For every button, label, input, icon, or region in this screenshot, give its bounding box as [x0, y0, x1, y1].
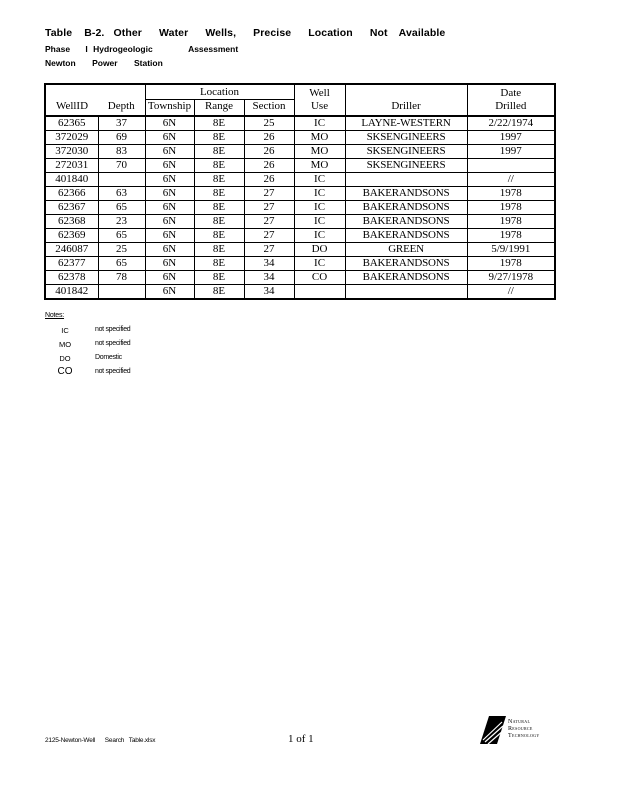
cell-township: 6N [145, 243, 194, 257]
cell-range: 8E [194, 285, 244, 300]
filename-word: Table.xlsx [128, 737, 156, 744]
table-row [45, 159, 555, 173]
cell-range: 8E [194, 116, 244, 131]
cell-use: IC [294, 257, 345, 271]
cell-range: 8E [194, 243, 244, 257]
cell-township: 6N [145, 257, 194, 271]
cell-wellid: 272031 [55, 159, 89, 172]
column-header-range: Range [194, 100, 244, 117]
subtitle-site [45, 58, 163, 68]
cell-driller: BAKERANDSONS [345, 187, 467, 201]
cell-range: 8E [194, 229, 244, 243]
cell-township: 6N [145, 215, 194, 229]
cell-depth: 65 [98, 257, 145, 271]
cell-range: 8E [194, 187, 244, 201]
subtitle-word: Newton [45, 58, 76, 68]
cell-range: 8E [194, 201, 244, 215]
table-body [45, 116, 555, 299]
note-code: MO [58, 340, 72, 349]
company-logo-text [508, 719, 540, 741]
table-row [45, 257, 555, 271]
cell-wellid: 372029 [55, 131, 89, 144]
cell-driller: SKSENGINEERS [345, 159, 467, 173]
header-row-group [45, 84, 555, 100]
logo-line: Resource [508, 726, 533, 733]
cell-date: 1978 [467, 201, 555, 215]
cell-section: 27 [244, 187, 294, 201]
cell-use: IC [294, 173, 345, 187]
cell-township: 6N [145, 116, 194, 131]
cell-date: 5/9/1991 [467, 243, 555, 257]
logo-line: Natural [508, 719, 531, 725]
cell-section: 27 [244, 243, 294, 257]
cell-section: 26 [244, 173, 294, 187]
cell-date: 2/22/1974 [467, 116, 555, 131]
cell-section: 27 [244, 229, 294, 243]
column-header-use: Use [294, 100, 345, 117]
title-word: Precise [253, 27, 292, 39]
cell-date: 1978 [467, 257, 555, 271]
wells-table [44, 83, 556, 300]
cell-township: 6N [145, 229, 194, 243]
cell-date: 1978 [467, 187, 555, 201]
cell-driller: BAKERANDSONS [345, 215, 467, 229]
cell-date: 1997 [467, 131, 555, 145]
cell-section: 26 [244, 159, 294, 173]
cell-driller: BAKERANDSONS [345, 229, 467, 243]
cell-date: // [467, 285, 555, 300]
cell-use: CO [294, 271, 345, 285]
subtitle-word: Station [133, 58, 163, 68]
note-code: CO [57, 366, 73, 377]
cell-township: 6N [145, 173, 194, 187]
cell-township: 6N [145, 285, 194, 300]
cell-use: IC [294, 201, 345, 215]
cell-section: 26 [244, 145, 294, 159]
note-code: IC [61, 326, 69, 335]
cell-depth: 65 [98, 201, 145, 215]
table-row [45, 201, 555, 215]
title-word: Other [113, 27, 142, 39]
filename-word: 2125-Newton-Well [45, 737, 96, 744]
subtitle-word: Hydrogeologic [93, 44, 153, 54]
cell-depth: 65 [98, 229, 145, 243]
cell-use: MO [294, 159, 345, 173]
table-header [45, 84, 555, 116]
cell-depth: 63 [98, 187, 145, 201]
cell-section: 27 [244, 215, 294, 229]
column-header-driller: Driller [345, 100, 467, 117]
cell-use: IC [294, 116, 345, 131]
cell-township: 6N [145, 187, 194, 201]
cell-driller: BAKERANDSONS [345, 271, 467, 285]
cell-driller [345, 173, 467, 187]
subtitle-word: Power [92, 58, 118, 68]
cell-date: 1978 [467, 229, 555, 243]
note-description: not specified [95, 326, 131, 333]
note-description: not specified [95, 340, 131, 347]
cell-depth: 70 [98, 159, 145, 173]
table-row [45, 285, 555, 300]
title-word: Water [159, 27, 189, 39]
cell-range: 8E [194, 159, 244, 173]
cell-driller: SKSENGINEERS [345, 131, 467, 145]
column-header-drilled: Drilled [467, 100, 555, 117]
cell-section: 25 [244, 116, 294, 131]
blank-header [45, 84, 98, 100]
cell-wellid: 401840 [55, 173, 89, 186]
table-row [45, 116, 555, 131]
column-header-wellid: WellID [45, 100, 98, 117]
cell-wellid: 62378 [58, 271, 86, 284]
cell-wellid: 372030 [55, 145, 89, 158]
cell-wellid: 62377 [58, 257, 86, 270]
cell-section: 26 [244, 131, 294, 145]
note-description: not specified [95, 368, 131, 375]
cell-wellid: 401842 [55, 285, 89, 298]
table-row [45, 243, 555, 257]
cell-section: 34 [244, 285, 294, 300]
cell-wellid: 62367 [58, 201, 86, 214]
cell-wellid: 246087 [55, 243, 89, 256]
cell-range: 8E [194, 131, 244, 145]
cell-use: MO [294, 145, 345, 159]
column-header-section: Section [244, 100, 294, 117]
cell-wellid: 62366 [58, 187, 86, 200]
cell-depth: 23 [98, 215, 145, 229]
cell-depth: 25 [98, 243, 145, 257]
table-row [45, 187, 555, 201]
cell-range: 8E [194, 257, 244, 271]
table-row [45, 215, 555, 229]
cell-township: 6N [145, 201, 194, 215]
note-code: DO [59, 354, 71, 363]
table-row [45, 229, 555, 243]
location-group-header: Location [145, 84, 294, 100]
cell-range: 8E [194, 145, 244, 159]
title-word: Available [398, 27, 446, 39]
cell-depth [98, 173, 145, 187]
blank-header [345, 84, 467, 100]
cell-use: IC [294, 215, 345, 229]
column-header-depth: Depth [98, 100, 145, 117]
cell-depth: 83 [98, 145, 145, 159]
cell-range: 8E [194, 215, 244, 229]
header-row-columns [45, 100, 555, 117]
filename-word: Search [104, 737, 125, 744]
date-group-header: Date [467, 84, 555, 100]
cell-date: 9/27/1978 [467, 271, 555, 285]
cell-driller [345, 285, 467, 300]
cell-wellid: 62368 [58, 215, 86, 228]
cell-depth: 37 [98, 116, 145, 131]
subtitle-project [45, 44, 238, 54]
cell-date [467, 159, 555, 173]
column-header-township: Township [145, 100, 194, 117]
cell-use: MO [294, 131, 345, 145]
well-group-header: Well [294, 84, 345, 100]
cell-use: IC [294, 229, 345, 243]
subtitle-word: I [85, 44, 88, 54]
cell-wellid: 62365 [58, 117, 86, 130]
cell-township: 6N [145, 131, 194, 145]
blank-header [98, 84, 145, 100]
cell-driller: BAKERANDSONS [345, 257, 467, 271]
cell-township: 6N [145, 271, 194, 285]
title-word: Not [369, 27, 388, 39]
page-number: 1 of 1 [288, 733, 314, 745]
cell-date: 1997 [467, 145, 555, 159]
table-row [45, 145, 555, 159]
cell-driller: SKSENGINEERS [345, 145, 467, 159]
table-row [45, 271, 555, 285]
table-row [45, 131, 555, 145]
cell-driller: LAYNE-WESTERN [345, 116, 467, 131]
cell-use [294, 285, 345, 300]
title-word: B-2. [84, 27, 105, 39]
cell-depth: 69 [98, 131, 145, 145]
cell-driller: BAKERANDSONS [345, 201, 467, 215]
footer-filename [45, 737, 155, 744]
cell-section: 34 [244, 271, 294, 285]
cell-use: IC [294, 187, 345, 201]
cell-section: 34 [244, 257, 294, 271]
subtitle-word: Assessment [188, 44, 239, 54]
subtitle-word: Phase [45, 44, 71, 54]
cell-range: 8E [194, 173, 244, 187]
cell-wellid: 62369 [58, 229, 86, 242]
cell-section: 27 [244, 201, 294, 215]
cell-date: // [467, 173, 555, 187]
note-description: Domestic [95, 354, 122, 361]
logo-line: Technology [508, 733, 540, 740]
cell-range: 8E [194, 271, 244, 285]
title-word: Wells, [205, 27, 237, 39]
cell-driller: GREEN [345, 243, 467, 257]
table-row [45, 173, 555, 187]
title-word: Table [45, 27, 73, 39]
cell-depth: 78 [98, 271, 145, 285]
cell-township: 6N [145, 145, 194, 159]
cell-depth [98, 285, 145, 300]
table-title [45, 27, 445, 39]
title-word: Location [308, 27, 353, 39]
cell-use: DO [294, 243, 345, 257]
cell-township: 6N [145, 159, 194, 173]
notes-title: Notes: [45, 312, 65, 319]
cell-date: 1978 [467, 215, 555, 229]
